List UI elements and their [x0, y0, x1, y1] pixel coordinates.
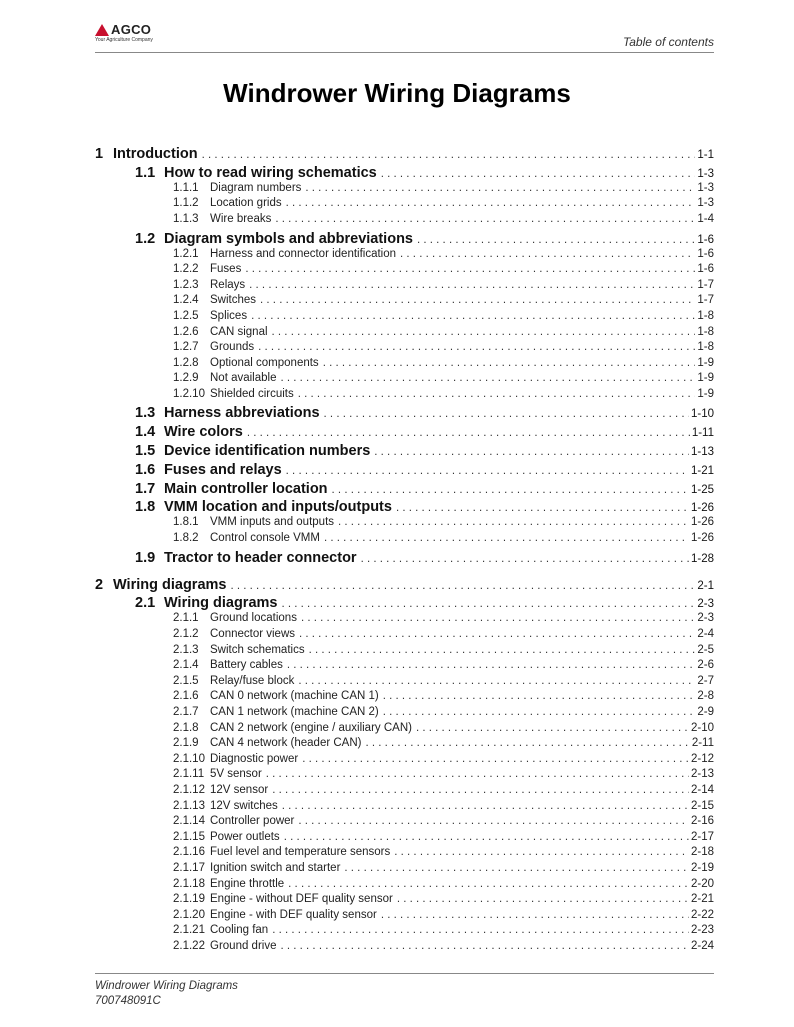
toc-entry[interactable]	[95, 550, 714, 566]
toc-entry-number: 2.1.9	[173, 737, 199, 750]
toc-dot-leader	[323, 357, 696, 369]
toc-entry-page: 1-8	[697, 341, 714, 354]
toc-entry-label: Device identification numbers	[164, 443, 371, 459]
toc-entry-label: Diagram numbers	[210, 181, 302, 194]
toc-entry-page: 2-23	[690, 924, 714, 937]
toc-entry-label: Ground locations	[210, 612, 297, 625]
toc-entry-page: 1-3	[697, 181, 714, 194]
toc-entry[interactable]	[95, 532, 714, 544]
toc-entry-page: 2-8	[697, 690, 714, 703]
toc-dot-leader	[394, 846, 689, 858]
toc-dot-leader	[298, 388, 696, 400]
toc-entry[interactable]	[95, 815, 714, 827]
toc-entry[interactable]	[95, 279, 714, 291]
toc-entry-label: Grounds	[210, 341, 255, 354]
toc-entry-number: 1.2.7	[173, 341, 199, 354]
toc-entry-page: 2-19	[690, 861, 714, 874]
toc-entry[interactable]	[95, 146, 714, 162]
toc-entry-number: 2.1.12	[173, 783, 205, 796]
toc-entry-page: 1-3	[697, 167, 714, 180]
toc-entry[interactable]	[95, 165, 714, 181]
toc-dot-leader	[338, 516, 689, 528]
toc-entry-number: 2.1.5	[173, 674, 199, 687]
toc-entry-label: Optional components	[210, 356, 319, 369]
toc-entry[interactable]	[95, 294, 714, 306]
toc-entry-number: 2.1.11	[173, 768, 205, 781]
toc-entry-page: 2-11	[691, 737, 714, 750]
toc-entry-label: Relays	[210, 278, 246, 291]
toc-dot-leader	[266, 768, 689, 780]
toc-dot-leader	[305, 182, 695, 194]
toc-entry[interactable]	[95, 909, 714, 921]
toc-entry-label: CAN 2 network (engine / auxiliary CAN)	[210, 721, 412, 734]
toc-dot-leader	[247, 427, 690, 439]
toc-entry-number: 2.1.6	[173, 690, 199, 703]
toc-entry[interactable]	[95, 462, 714, 478]
toc-entry-number: 2.1.4	[173, 659, 199, 672]
toc-entry[interactable]	[95, 831, 714, 843]
toc-entry-label: Control console VMM	[210, 532, 320, 544]
toc-entry-page: 1-28	[690, 552, 714, 565]
toc-dot-leader	[365, 737, 689, 749]
toc-entry-label: Not available	[210, 372, 277, 385]
toc-entry-label: Switch schematics	[210, 643, 305, 656]
toc-entry-label: How to read wiring schematics	[164, 164, 377, 181]
toc-entry-label: CAN 0 network (machine CAN 1)	[210, 690, 379, 703]
toc-dot-leader	[251, 310, 695, 322]
toc-dot-leader	[284, 831, 689, 843]
toc-entry-page: 2-4	[697, 627, 714, 640]
toc-entry-number: 1.1.2	[173, 197, 199, 210]
toc-entry[interactable]	[95, 706, 714, 718]
toc-entry[interactable]	[95, 182, 714, 194]
toc-entry-number: 1.2.5	[173, 309, 199, 322]
toc-dot-leader	[245, 263, 695, 275]
toc-entry-page: 1-13	[690, 446, 714, 458]
toc-entry-page: 1-9	[697, 356, 714, 369]
toc-entry-number: 2.1.2	[173, 627, 199, 640]
toc-entry-page: 1-11	[691, 427, 714, 440]
toc-entry[interactable]	[95, 800, 714, 812]
toc-entry-number: 1.2.6	[173, 325, 199, 338]
toc-dot-leader	[288, 878, 689, 890]
toc-entry-number: 1.6	[135, 461, 156, 478]
toc-entry-number: 1.9	[135, 549, 156, 566]
toc-entry-label: Wire colors	[164, 424, 243, 441]
toc-entry-number: 2.1	[135, 595, 156, 612]
toc-entry-label: Splices	[210, 309, 248, 322]
toc-entry-page: 1-4	[697, 213, 714, 225]
toc-entry-label: 12V sensor	[210, 783, 269, 796]
toc-dot-leader	[381, 909, 689, 921]
toc-entry-number: 1.2.8	[173, 356, 199, 369]
toc-entry[interactable]	[95, 341, 714, 353]
toc-entry-page: 2-1	[697, 579, 714, 592]
document-title: Windrower Wiring Diagrams	[223, 78, 571, 108]
toc-entry-label: Power outlets	[210, 830, 280, 843]
toc-entry-page: 1-26	[690, 502, 714, 515]
toc-entry[interactable]	[95, 612, 714, 624]
toc-entry[interactable]	[95, 388, 714, 400]
toc-entry-number: 2.1.20	[173, 908, 205, 921]
toc-entry-number: 2.1.3	[173, 643, 199, 656]
toc-entry-number: 2.1.13	[173, 799, 205, 812]
toc-entry-page: 1-6	[697, 263, 714, 276]
toc-entry[interactable]	[95, 878, 714, 890]
logo-text: AGCO	[111, 22, 152, 37]
toc-entry-page: 1-9	[697, 387, 714, 400]
toc-entry[interactable]	[95, 737, 714, 749]
toc-entry-page: 2-15	[690, 799, 714, 812]
toc-entry[interactable]	[95, 753, 714, 765]
toc-entry-label: Switches	[210, 294, 257, 307]
toc-entry-page: 2-12	[690, 752, 714, 765]
toc-entry-page: 2-13	[690, 768, 714, 781]
toc-entry-number: 2.1.19	[173, 893, 205, 906]
toc-dot-leader	[309, 644, 696, 656]
toc-entry-page: 1-8	[697, 325, 714, 338]
toc-entry-number: 2.1.22	[173, 939, 205, 952]
toc-entry[interactable]	[95, 213, 714, 225]
toc-entry[interactable]	[95, 481, 714, 497]
toc-dot-leader	[324, 408, 689, 420]
toc-entry-label: Battery cables	[210, 659, 283, 672]
toc-dot-leader	[230, 580, 695, 592]
toc-entry-number: 1.2.1	[173, 247, 199, 260]
toc-dot-leader	[374, 446, 689, 458]
toc-dot-leader	[286, 197, 696, 209]
toc-entry-number: 1.2.9	[173, 372, 199, 385]
toc-entry[interactable]	[95, 310, 714, 322]
toc-entry-page: 2-17	[690, 830, 714, 843]
toc-dot-leader	[202, 149, 696, 161]
toc-entry[interactable]	[95, 659, 714, 671]
toc-entry-page: 1-9	[697, 372, 714, 385]
toc-entry-label: VMM location and inputs/outputs	[164, 499, 392, 516]
toc-entry-page: 2-21	[690, 893, 714, 906]
toc-entry-label: Ignition switch and starter	[210, 861, 341, 874]
toc-entry[interactable]	[95, 862, 714, 874]
toc-entry-label: CAN 4 network (header CAN)	[210, 737, 362, 750]
toc-entry[interactable]	[95, 248, 714, 260]
toc-entry-number: 1.2	[135, 230, 156, 247]
toc-entry[interactable]	[95, 595, 714, 611]
toc-entry-number: 1.8	[135, 499, 156, 516]
toc-entry-page: 1-8	[697, 309, 714, 322]
toc-entry-number: 1.8.1	[173, 516, 199, 529]
toc-entry-page: 1-6	[697, 247, 714, 260]
toc-dot-leader	[344, 862, 689, 874]
toc-entry-label: Wiring diagrams	[113, 576, 227, 593]
toc-entry[interactable]	[95, 516, 714, 528]
toc-entry[interactable]	[95, 690, 714, 702]
toc-entry-label: Engine throttle	[210, 877, 285, 890]
toc-entry-number: 2.1.15	[173, 830, 205, 843]
toc-entry-label: Fuel level and temperature sensors	[210, 846, 391, 859]
toc-dot-leader	[258, 341, 695, 353]
toc-dot-leader	[383, 690, 696, 702]
toc-entry-page: 1-3	[697, 197, 714, 210]
toc-entry[interactable]	[95, 846, 714, 858]
toc-entry[interactable]	[95, 784, 714, 796]
toc-entry-label: Harness abbreviations	[164, 405, 320, 422]
toc-dot-leader	[381, 168, 696, 180]
footer	[95, 979, 238, 1009]
toc-entry-number: 1.2.10	[173, 387, 205, 400]
toc-entry-label: Introduction	[113, 146, 198, 162]
toc-entry-number: 1.3	[135, 405, 156, 422]
toc-dot-leader	[280, 940, 688, 952]
toc-entry-number: 2.1.18	[173, 877, 205, 890]
toc-entry-page: 2-18	[690, 846, 714, 859]
toc-entry-page: 2-16	[690, 815, 714, 828]
toc-entry-page: 2-24	[690, 939, 714, 952]
toc-entry-label: Engine - without DEF quality sensor	[210, 893, 393, 906]
toc-entry[interactable]	[95, 372, 714, 384]
toc-entry-label: Harness and connector identification	[210, 247, 397, 260]
toc-entry-page: 2-22	[690, 908, 714, 921]
toc-entry-number: 1.2.3	[173, 278, 199, 291]
toc-entry[interactable]	[95, 263, 714, 275]
toc-dot-leader	[260, 294, 695, 306]
toc-entry[interactable]	[95, 722, 714, 734]
toc-entry-number: 1.2.2	[173, 263, 199, 276]
toc-entry-label: Ground drive	[210, 939, 277, 952]
toc-entry-number: 2.1.7	[173, 705, 199, 718]
toc-dot-leader	[397, 893, 689, 905]
toc-dot-leader	[272, 784, 689, 796]
toc-entry-label: Engine - with DEF quality sensor	[210, 908, 377, 921]
toc-entry[interactable]	[95, 231, 714, 247]
toc-entry-number: 2.1.21	[173, 924, 205, 937]
toc-dot-leader	[272, 326, 696, 338]
toc-entry[interactable]	[95, 443, 714, 459]
toc-dot-leader	[416, 722, 689, 734]
toc-entry[interactable]	[95, 405, 714, 421]
toc-entry-label: Wiring diagrams	[164, 595, 278, 612]
toc-entry-number: 2.1.10	[173, 752, 205, 765]
toc-entry[interactable]	[95, 644, 714, 656]
footer-divider	[95, 973, 714, 974]
toc-entry-page: 2-6	[697, 659, 714, 672]
toc-entry[interactable]	[95, 424, 714, 440]
toc-dot-leader	[298, 815, 689, 827]
header-divider	[95, 52, 714, 53]
toc-entry-page: 2-3	[697, 612, 714, 625]
toc-entry-page: 2-3	[697, 598, 714, 611]
toc-dot-leader	[282, 800, 689, 812]
toc-entry-number: 1.7	[135, 480, 156, 497]
toc-entry-page: 2-7	[697, 674, 714, 687]
toc-entry-number: 1.5	[135, 443, 156, 459]
toc-dot-leader	[361, 553, 689, 565]
toc-dot-leader	[396, 502, 689, 514]
toc-entry-number: 2.1.14	[173, 815, 205, 828]
agco-logo	[95, 24, 153, 43]
toc-entry[interactable]	[95, 940, 714, 952]
toc-entry-number: 1.4	[135, 424, 156, 441]
toc-entry-label: Fuses	[210, 263, 242, 276]
toc-dot-leader	[324, 532, 689, 544]
toc-entry-label: Main controller location	[164, 480, 328, 497]
toc-dot-leader	[400, 248, 695, 260]
toc-entry[interactable]	[95, 577, 714, 593]
toc-entry-number: 1.2.4	[173, 294, 199, 307]
toc-entry[interactable]	[95, 675, 714, 687]
toc-entry-number: 1.1.1	[173, 181, 199, 194]
toc-entry-label: Diagnostic power	[210, 752, 299, 765]
toc-entry-number: 1	[95, 146, 104, 162]
toc-entry-page: 1-21	[690, 464, 714, 477]
toc-entry-label: Cooling fan	[210, 924, 269, 937]
toc-entry-page: 1-7	[697, 278, 714, 291]
toc-entry[interactable]	[95, 499, 714, 515]
toc-dot-leader	[287, 659, 696, 671]
footer-doc-number: 700748091C	[95, 995, 161, 1007]
toc-entry-label: Fuses and relays	[164, 461, 282, 478]
toc-dot-leader	[302, 753, 689, 765]
toc-entry-page: 1-26	[690, 516, 714, 529]
toc-entry-label: CAN 1 network (machine CAN 2)	[210, 705, 379, 718]
toc-entry-number: 2.1.1	[173, 612, 199, 625]
toc-dot-leader	[298, 675, 695, 687]
toc-entry[interactable]	[95, 357, 714, 369]
toc-entry-number: 2.1.17	[173, 861, 205, 874]
toc-entry-number: 1.8.2	[173, 532, 199, 544]
toc-entry-number: 1.1	[135, 164, 156, 181]
toc-entry[interactable]	[95, 628, 714, 640]
footer-doc-name: Windrower Wiring Diagrams	[95, 980, 238, 992]
toc-dot-leader	[272, 924, 689, 936]
toc-entry-page: 1-26	[690, 532, 714, 544]
toc-entry-label: VMM inputs and outputs	[210, 516, 335, 529]
toc-entry-page: 2-14	[690, 783, 714, 796]
toc-entry-label: 5V sensor	[210, 768, 262, 781]
toc-entry-page: 2-5	[697, 643, 714, 656]
toc-dot-leader	[286, 465, 689, 477]
toc-dot-leader	[299, 628, 695, 640]
section-label: Table of contents	[623, 35, 714, 49]
toc-entry-label: Controller power	[210, 815, 295, 828]
toc-entry-label: Relay/fuse block	[210, 674, 295, 687]
toc-entry-label: Location grids	[210, 197, 282, 210]
toc-entry-label: Tractor to header connector	[164, 549, 357, 566]
logo-tagline: Your Agriculture Company	[95, 37, 153, 43]
toc-entry-page: 1-10	[690, 408, 714, 421]
toc-entry-label: CAN signal	[210, 325, 268, 338]
toc-entry-number: 2.1.8	[173, 721, 199, 734]
toc-dot-leader	[275, 213, 695, 225]
toc-dot-leader	[417, 234, 695, 246]
toc-entry-page: 1-6	[697, 233, 714, 246]
toc-entry-page: 1-7	[697, 294, 714, 307]
toc-entry-page: 2-20	[690, 877, 714, 890]
toc-entry-number: 2.1.16	[173, 846, 205, 859]
toc-entry-page: 2-10	[690, 721, 714, 734]
toc-entry-page: 1-25	[690, 483, 714, 496]
toc-entry-number: 1.1.3	[173, 213, 199, 225]
toc-dot-leader	[281, 598, 695, 610]
toc-dot-leader	[249, 279, 695, 291]
toc-dot-leader	[280, 372, 695, 384]
toc-entry[interactable]	[95, 326, 714, 338]
toc-entry-number: 2	[95, 576, 104, 593]
toc-entry-label: 12V switches	[210, 799, 278, 812]
toc-dot-leader	[383, 706, 696, 718]
toc-dot-leader	[332, 484, 689, 496]
toc-entry[interactable]	[95, 197, 714, 209]
toc-entry-label: Wire breaks	[210, 213, 272, 225]
toc-entry-label: Connector views	[210, 627, 296, 640]
toc-dot-leader	[301, 612, 695, 624]
toc-entry[interactable]	[95, 893, 714, 905]
toc-entry-label: Shielded circuits	[210, 387, 294, 400]
toc-entry[interactable]	[95, 768, 714, 780]
agco-triangle-icon	[95, 24, 109, 36]
toc-entry-page: 1-1	[697, 149, 714, 161]
toc-entry-label: Diagram symbols and abbreviations	[164, 230, 413, 247]
toc-entry[interactable]	[95, 924, 714, 936]
toc-entry-page: 2-9	[697, 705, 714, 718]
